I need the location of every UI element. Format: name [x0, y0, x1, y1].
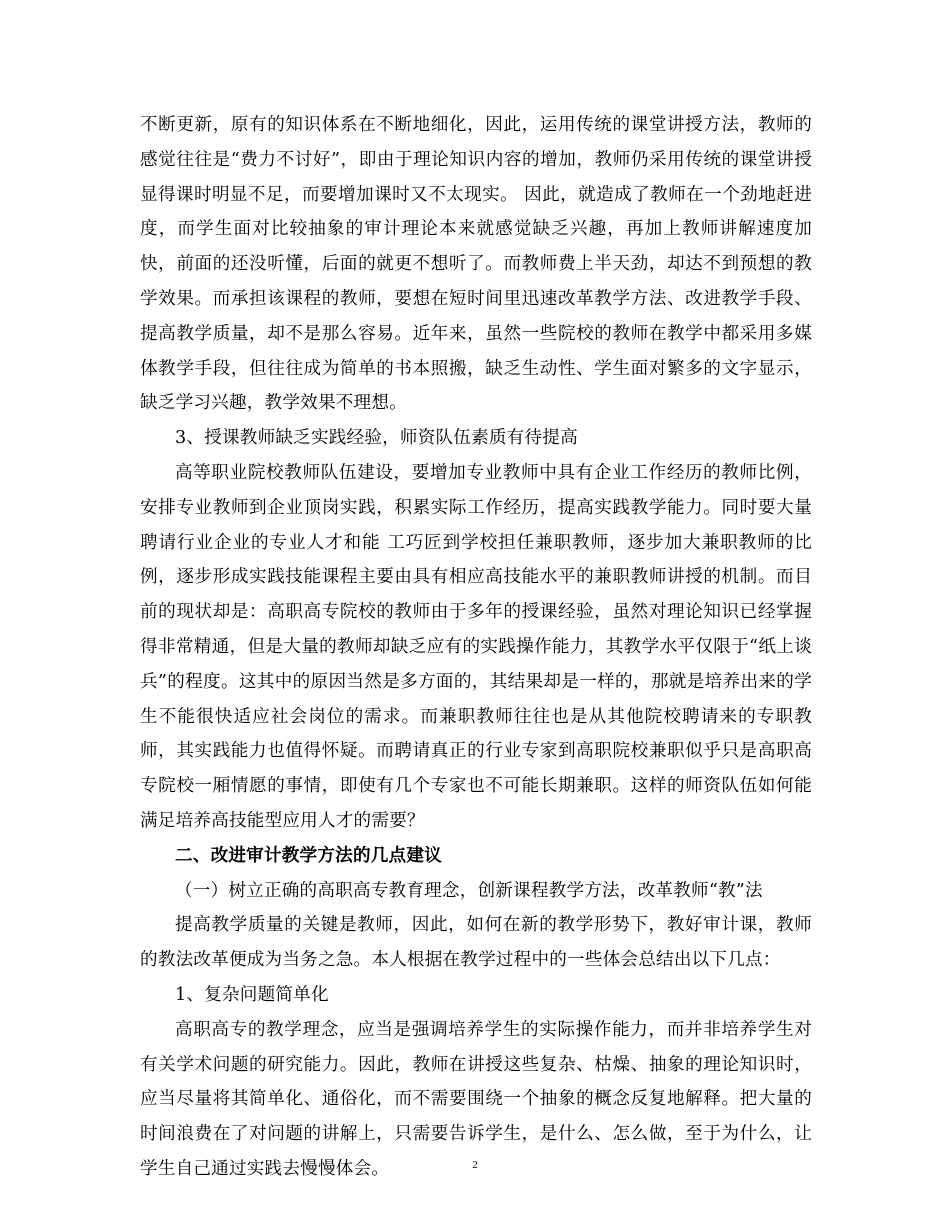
- page-number: 2: [472, 1159, 478, 1171]
- body-paragraph-teaching-quality: 提高教学质量的关键是教师，因此，如何在新的教学形势下，教好审计课，教师的教法改革便成为当务之急。本人根据在教学过程中的一些体会总结出以下几点：: [140, 915, 812, 971]
- subheading-teacher-practice: 3、授课教师缺乏实践经验，师资队伍素质有待提高: [175, 428, 578, 449]
- subheading-simplify: 1、复杂问题简单化: [175, 984, 329, 1005]
- body-paragraph-continuation: 不断更新，原有的知识体系在不断地细化，因此，运用传统的课堂讲授方法，教师的感觉往往是“费力不讨好”，即由于理论知识内容的增加，教师仍采用传统的课堂讲授显得课时明显不足，而要增加课时又不太现实。 因此，就造成了教师在一个劲地赶进度，而学生面对比较抽象的审计理论本来就感觉缺乏兴趣，再加上教师讲解速度加快，前面的还没听懂，后面的就更不想听了。而教师费上半天劲，却达不到预想的教学效果。而承担该课程的教师，要想在短时间里迅速改革教学方法、改进教学手段、提高教学质量，却不是那么容易。近年来，虽然一些院校的教师在教学中都采用多媒体教学手段，但往往成为简单的书本照搬，缺乏生动性、学生面对繁多的文字显示，缺乏学习兴趣，教学效果不理想。: [140, 115, 812, 414]
- subheading-education-concept: （一）树立正确的高职高专教育理念，创新课程教学方法，改革教师“教”法: [175, 880, 763, 901]
- body-paragraph-simplify: 高职高专的教学理念，应当是强调培养学生的实际操作能力，而并非培养学生对有关学术问题的研究能力。因此，教师在讲授这些复杂、枯燥、抽象的理论知识时，应当尽量将其简单化、通俗化，而不需要围绕一个抽象的概念反复地解释。把大量的时间浪费在了对问题的讲解上，只需要告诉学生，是什么、怎么做，至于为什么，让学生自己通过实践去慢慢体会。: [140, 1019, 812, 1179]
- document-body: [140, 108, 812, 1187]
- section-heading-suggestions: 二、改进审计教学方法的几点建议: [175, 844, 442, 866]
- body-paragraph-faculty: 高等职业院校教师队伍建设，要增加专业教师中具有企业工作经历的教师比例，安排专业教师到企业顶岗实践，积累实际工作经历，提高实践教学能力。同时要大量聘请行业企业的专业人才和能 工巧匠到学校担任兼职教师，逐步加大兼职教师的比例，逐步形成实践技能课程主要由具有相应高技能水平的兼职教师讲授的机制。而目前的现状却是：高职高专院校的教师由于多年的授课经验，虽然对理论知识已经掌握得非常精通，但是大量的教师却缺乏应有的实践操作能力，其教学水平仅限于“纸上谈兵”的程度。这其中的原因当然是多方面的，其结果却是一样的，那就是培养出来的学生不能很快适应社会岗位的需求。而兼职教师往往也是从其他院校聘请来的专职教师，其实践能力也值得怀疑。而聘请真正的行业专家到高职院校兼职似乎只是高职高专院校一厢情愿的事情，即使有几个专家也不可能长期兼职。这样的师资队伍如何能满足培养高技能型应用人才的需要？: [140, 462, 812, 831]
